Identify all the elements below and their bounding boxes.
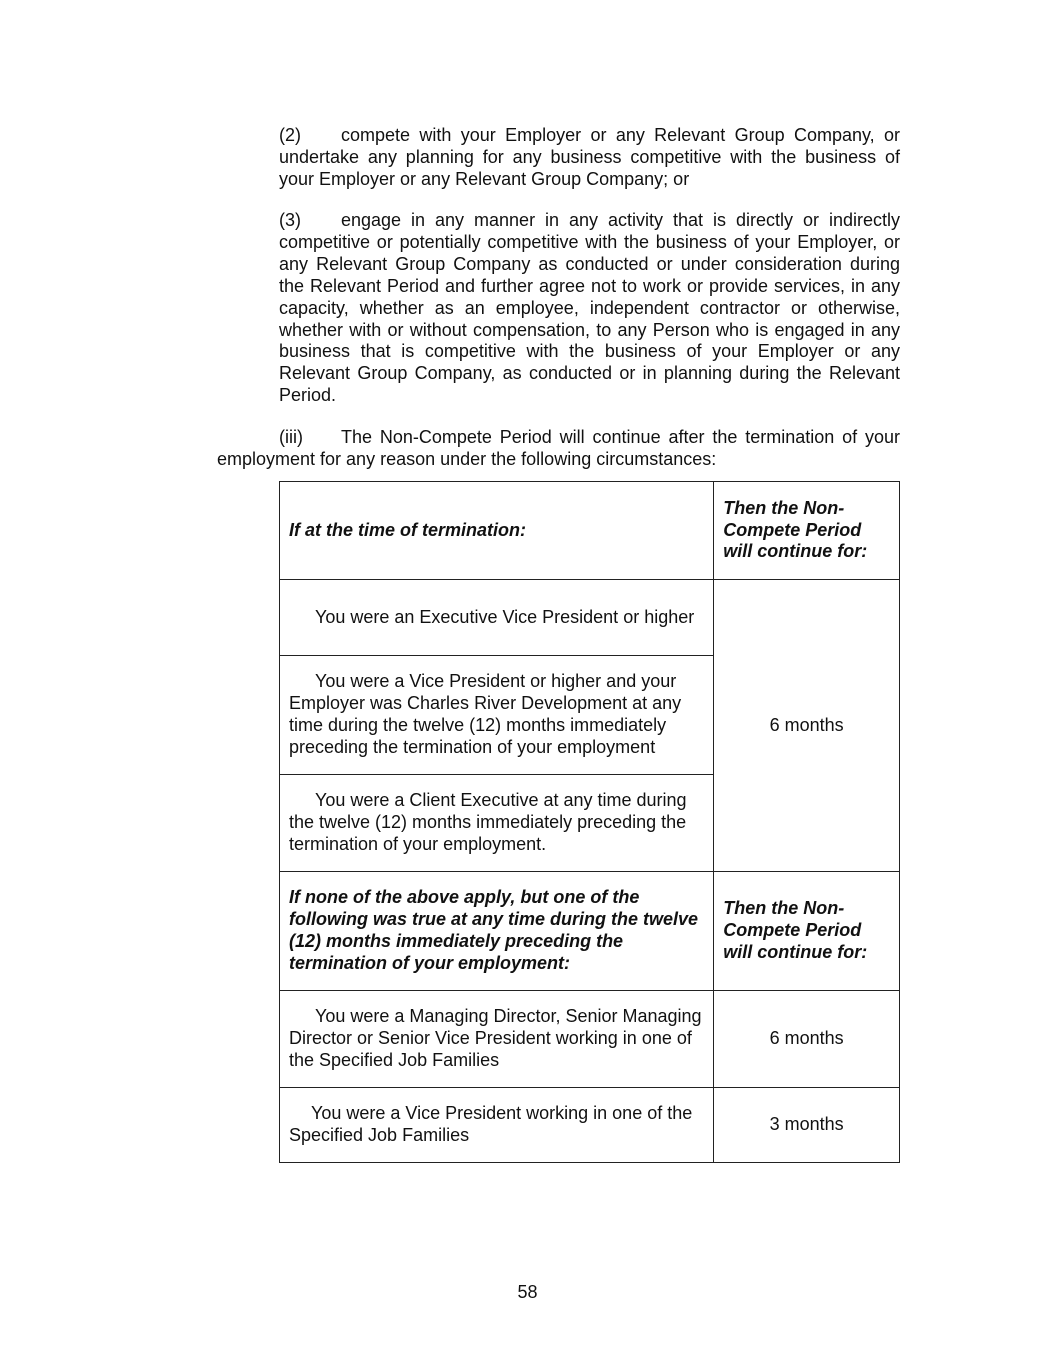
paragraph-2 [279,125,900,191]
condition-text: You were a Managing Director, Senior Managing Director or Senior Vice President working in one of the Specified Job Families [289,1006,702,1070]
paragraph-iii-number: (iii) [279,427,303,447]
paragraph-3 [279,210,900,407]
subheader-condition-cell: If none of the above apply, but one of the following was true at any time during the twelve (12) months immediately preceding the termination of your employment: [280,872,714,991]
table-row [280,1088,900,1163]
condition-cell [280,991,714,1088]
header-condition-cell: If at the time of termination: [280,482,714,580]
period-cell: 3 months [714,1088,900,1163]
table-row [280,580,900,656]
paragraph-iii-text: The Non-Compete Period will continue after the termination of your employment for any reason under the following circumstances: [217,427,900,469]
table-row [280,991,900,1088]
paragraph-iii [217,427,900,471]
paragraph-2-text: compete with your Employer or any Relevant Group Company, or undertake any planning for any business competitive with the business of your Employer or any Relevant Group Company; or [279,125,900,189]
table-subheader-row [280,872,900,991]
paragraph-2-number: (2) [279,125,301,145]
subheader-period-cell: Then the Non-Compete Period will continue for: [714,872,900,991]
condition-text: You were a Client Executive at any time during the twelve (12) months immediately preceding the termination of your employment. [289,790,687,854]
condition-cell [280,1088,714,1163]
header-period-cell: Then the Non-Compete Period will continue for: [714,482,900,580]
condition-cell [280,656,714,775]
period-cell: 6 months [714,580,900,872]
paragraph-3-number: (3) [279,210,301,230]
non-compete-table [279,481,900,1163]
condition-cell [280,580,714,656]
condition-text: You were a Vice President or higher and your Employer was Charles River Development at any time during the twelve (12) months immediately preceding the termination of your employment [289,671,682,757]
condition-cell [280,775,714,872]
table-header-row [280,482,900,580]
period-cell: 6 months [714,991,900,1088]
condition-text: You were an Executive Vice President or higher [315,606,695,627]
paragraph-3-text: engage in any manner in any activity that is directly or indirectly competitive or potentially competitive with the business of your Employer, or any Relevant Group Company as conducted or under consideration during the Relevant Period and further agree not to work or provide services, in any capacity, whether as an employee, independent contractor or otherwise, whether with or without compensation, to any Person who is engaged in any business that is competitive with the business of your Employer or any Relevant Group Company, as conducted or in planning during the Relevant Period. [279,210,900,406]
page-number: 58 [517,1282,538,1302]
condition-text: You were a Vice President working in one of the Specified Job Families [289,1103,693,1145]
